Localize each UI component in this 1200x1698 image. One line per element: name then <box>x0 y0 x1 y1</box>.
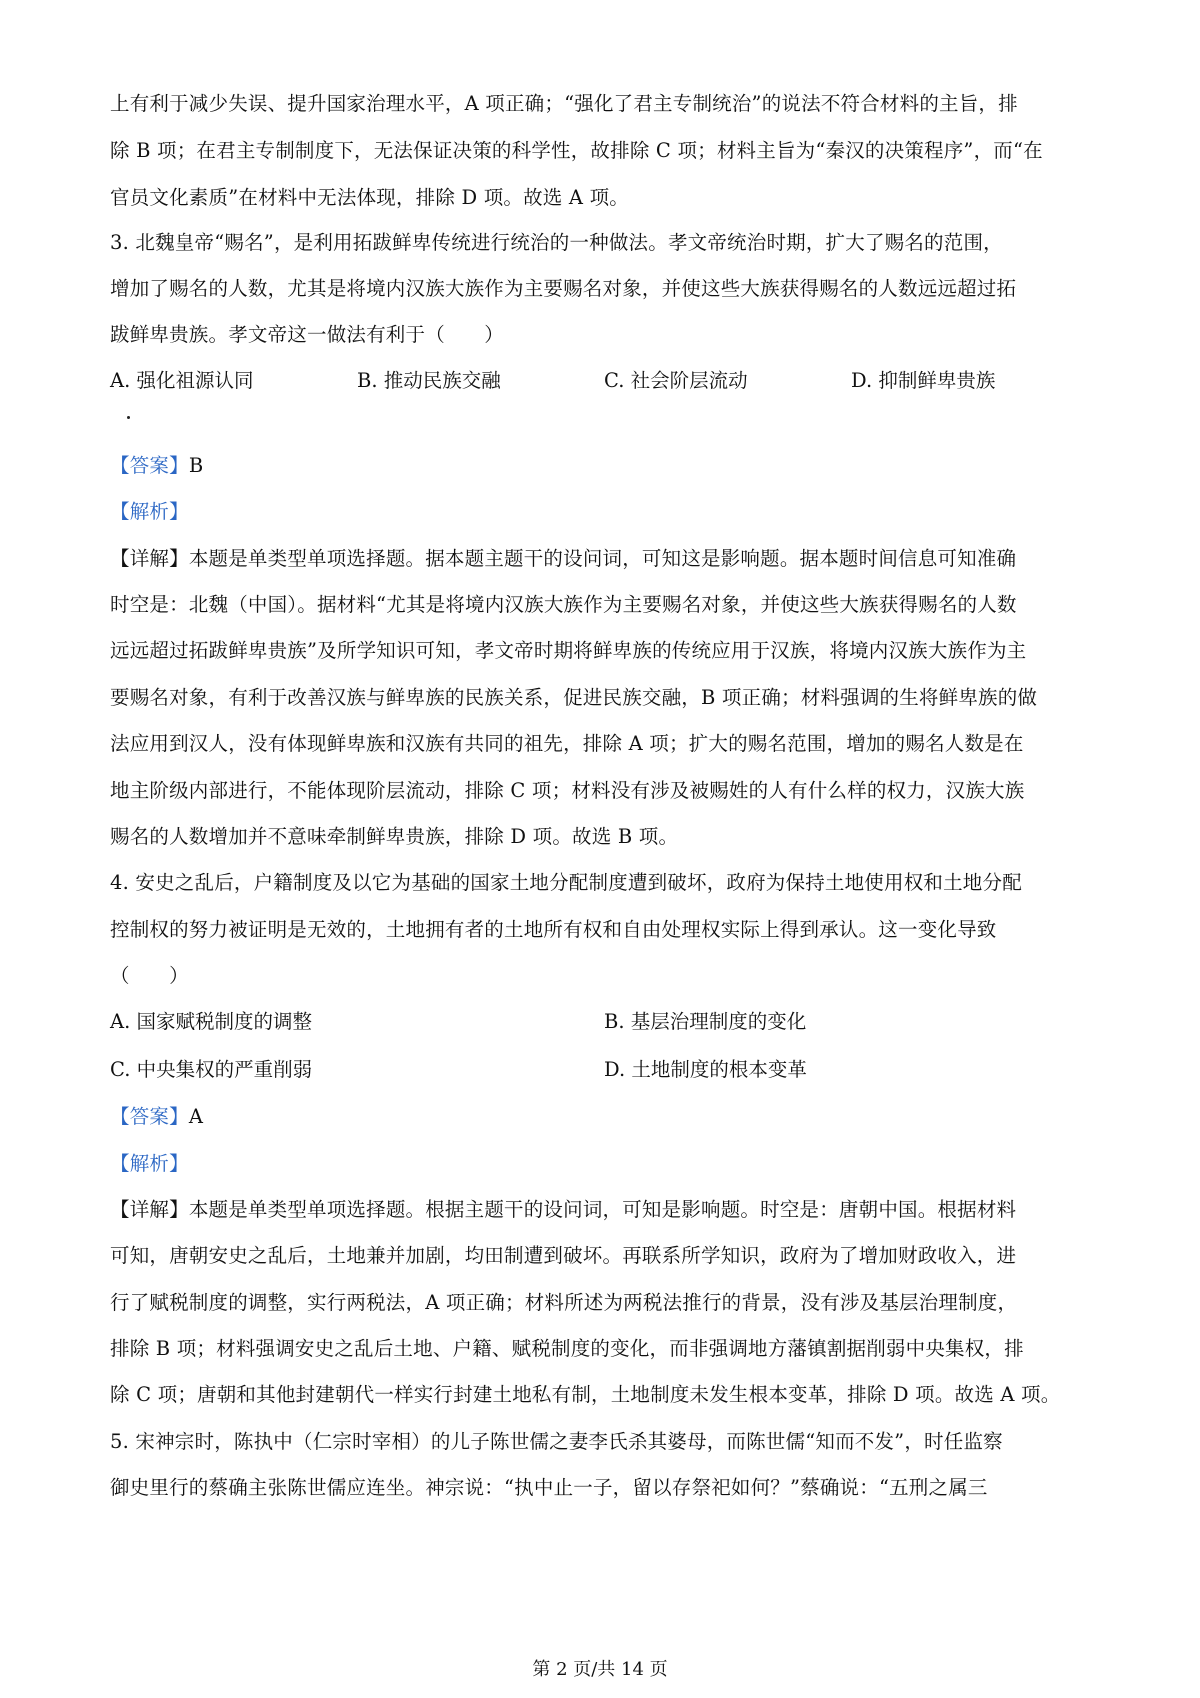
question-3-detail: 远远超过拓跋鲜卑贵族”及所学知识可知，孝文帝时期将鲜卑族的传统应用于汉族，将境内汉族大族作为主 <box>110 639 1027 662</box>
question-3-detail: 地主阶级内部进行，不能体现阶层流动，排除 C 项；材料没有涉及被赐姓的人有什么样的权力，汉族大族 <box>110 779 1025 802</box>
question-4-stem: 4. 安史之乱后，户籍制度及以它为基础的国家土地分配制度遭到破坏，政府为保持土地使用权和土地分配 <box>110 871 1022 894</box>
question-4-option-d: D. 土地制度的根本变革 <box>604 1058 807 1081</box>
question-4-option-b: B. 基层治理制度的变化 <box>604 1010 807 1033</box>
question-3-stem: 增加了赐名的人数，尤其是将境内汉族大族作为主要赐名对象，并使这些大族获得赐名的人数远远超过拓 <box>110 277 1017 300</box>
text-line: 除 B 项；在君主专制制度下，无法保证决策的科学性，故排除 C 项；材料主旨为“秦汉的决策程序”，而“在 <box>110 139 1043 162</box>
question-4-option-c: C. 中央集权的严重削弱 <box>110 1058 313 1081</box>
page-footer: 第 2 页/共 14 页 <box>532 1659 668 1680</box>
answer-label: 【答案】 <box>110 454 189 477</box>
question-3-option-d: D. 抑制鲜卑贵族 <box>851 369 996 392</box>
question-4-stem: （ ） <box>110 964 189 987</box>
detail-label: 【详解】 <box>110 1198 189 1221</box>
question-3-stem: 3. 北魏皇帝“赐名”，是利用拓跋鲜卑传统进行统治的一种做法。孝文帝统治时期，扩大了赐名的范围， <box>110 231 1003 254</box>
analysis-label: 【解析】 <box>110 1152 189 1175</box>
question-3-option-a: A. 强化祖源认同 <box>110 369 254 392</box>
question-3-detail: 【详解】本题是单类型单项选择题。据本题主题干的设问词，可知这是影响题。据本题时间信息可知准确 <box>110 547 1017 570</box>
question-4-option-a: A. 国家赋税制度的调整 <box>110 1010 312 1033</box>
question-4-analysis-label <box>110 1150 1100 1178</box>
analysis-label: 【解析】 <box>110 500 189 523</box>
text-line: 官员文化素质”在材料中无法体现，排除 D 项。故选 A 项。 <box>110 186 629 209</box>
question-3-detail: 赐名的人数增加并不意味牵制鲜卑贵族，排除 D 项。故选 B 项。 <box>110 825 679 848</box>
answer-value: A <box>188 1105 204 1128</box>
question-3-detail: 法应用到汉人，没有体现鲜卑族和汉族有共同的祖先，排除 A 项；扩大的赐名范围，增加的赐名人数是在 <box>110 732 1024 755</box>
question-5-stem: 5. 宋神宗时，陈执中（仁宗时宰相）的儿子陈世儒之妻李氏杀其婆母，而陈世儒“知而不发”，时任监察 <box>110 1430 1003 1453</box>
question-4-detail: 可知，唐朝安史之乱后，土地兼并加剧，均田制遭到破坏。再联系所学知识，政府为了增加财政收入，进 <box>110 1244 1017 1267</box>
question-3-stem: 跋鲜卑贵族。孝文帝这一做法有利于（ ） <box>110 323 505 346</box>
question-4-detail: 排除 B 项；材料强调安史之乱后土地、户籍、赋税制度的变化，而非强调地方藩镇割据削弱中央集权，排 <box>110 1337 1024 1360</box>
question-4-answer <box>110 1103 1100 1131</box>
question-3-detail: 要赐名对象，有利于改善汉族与鲜卑族的民族关系，促进民族交融，B 项正确；材料强调的生将鲜卑族的做 <box>110 686 1038 709</box>
text-line: 上有利于减少失误、提升国家治理水平，A 项正确；“强化了君主专制统治”的说法不符合材料的主旨，排 <box>110 92 1018 115</box>
question-5-stem: 御史里行的蔡确主张陈世儒应连坐。神宗说：“执中止一子，留以存祭祀如何？”蔡确说：“五刑之属三 <box>110 1476 988 1499</box>
answer-label: 【答案】 <box>110 1105 189 1128</box>
question-4-detail: 【详解】本题是单类型单项选择题。根据主题干的设问词，可知是影响题。时空是：唐朝中国。根据材料 <box>110 1198 1017 1221</box>
stray-dot <box>127 416 130 419</box>
question-3-option-c: C. 社会阶层流动 <box>604 369 748 392</box>
question-3-detail: 时空是：北魏（中国）。据材料“尤其是将境内汉族大族作为主要赐名对象，并使这些大族获得赐名的人数 <box>110 593 1017 616</box>
question-3-answer <box>110 452 1100 480</box>
question-4-stem: 控制权的努力被证明是无效的，土地拥有者的土地所有权和自由处理权实际上得到承认。这一变化导致 <box>110 918 997 941</box>
question-3-option-b: B. 推动民族交融 <box>357 369 501 392</box>
question-3-analysis-label <box>110 498 1100 526</box>
question-4-detail: 行了赋税制度的调整，实行两税法，A 项正确；材料所述为两税法推行的背景，没有涉及基层治理制度， <box>110 1291 1018 1314</box>
detail-label: 【详解】 <box>110 547 189 570</box>
answer-value: B <box>188 454 204 477</box>
question-4-detail: 除 C 项；唐朝和其他封建朝代一样实行封建土地私有制，土地制度未发生根本变革，排除 D 项。故选 A 项。 <box>110 1383 1061 1406</box>
